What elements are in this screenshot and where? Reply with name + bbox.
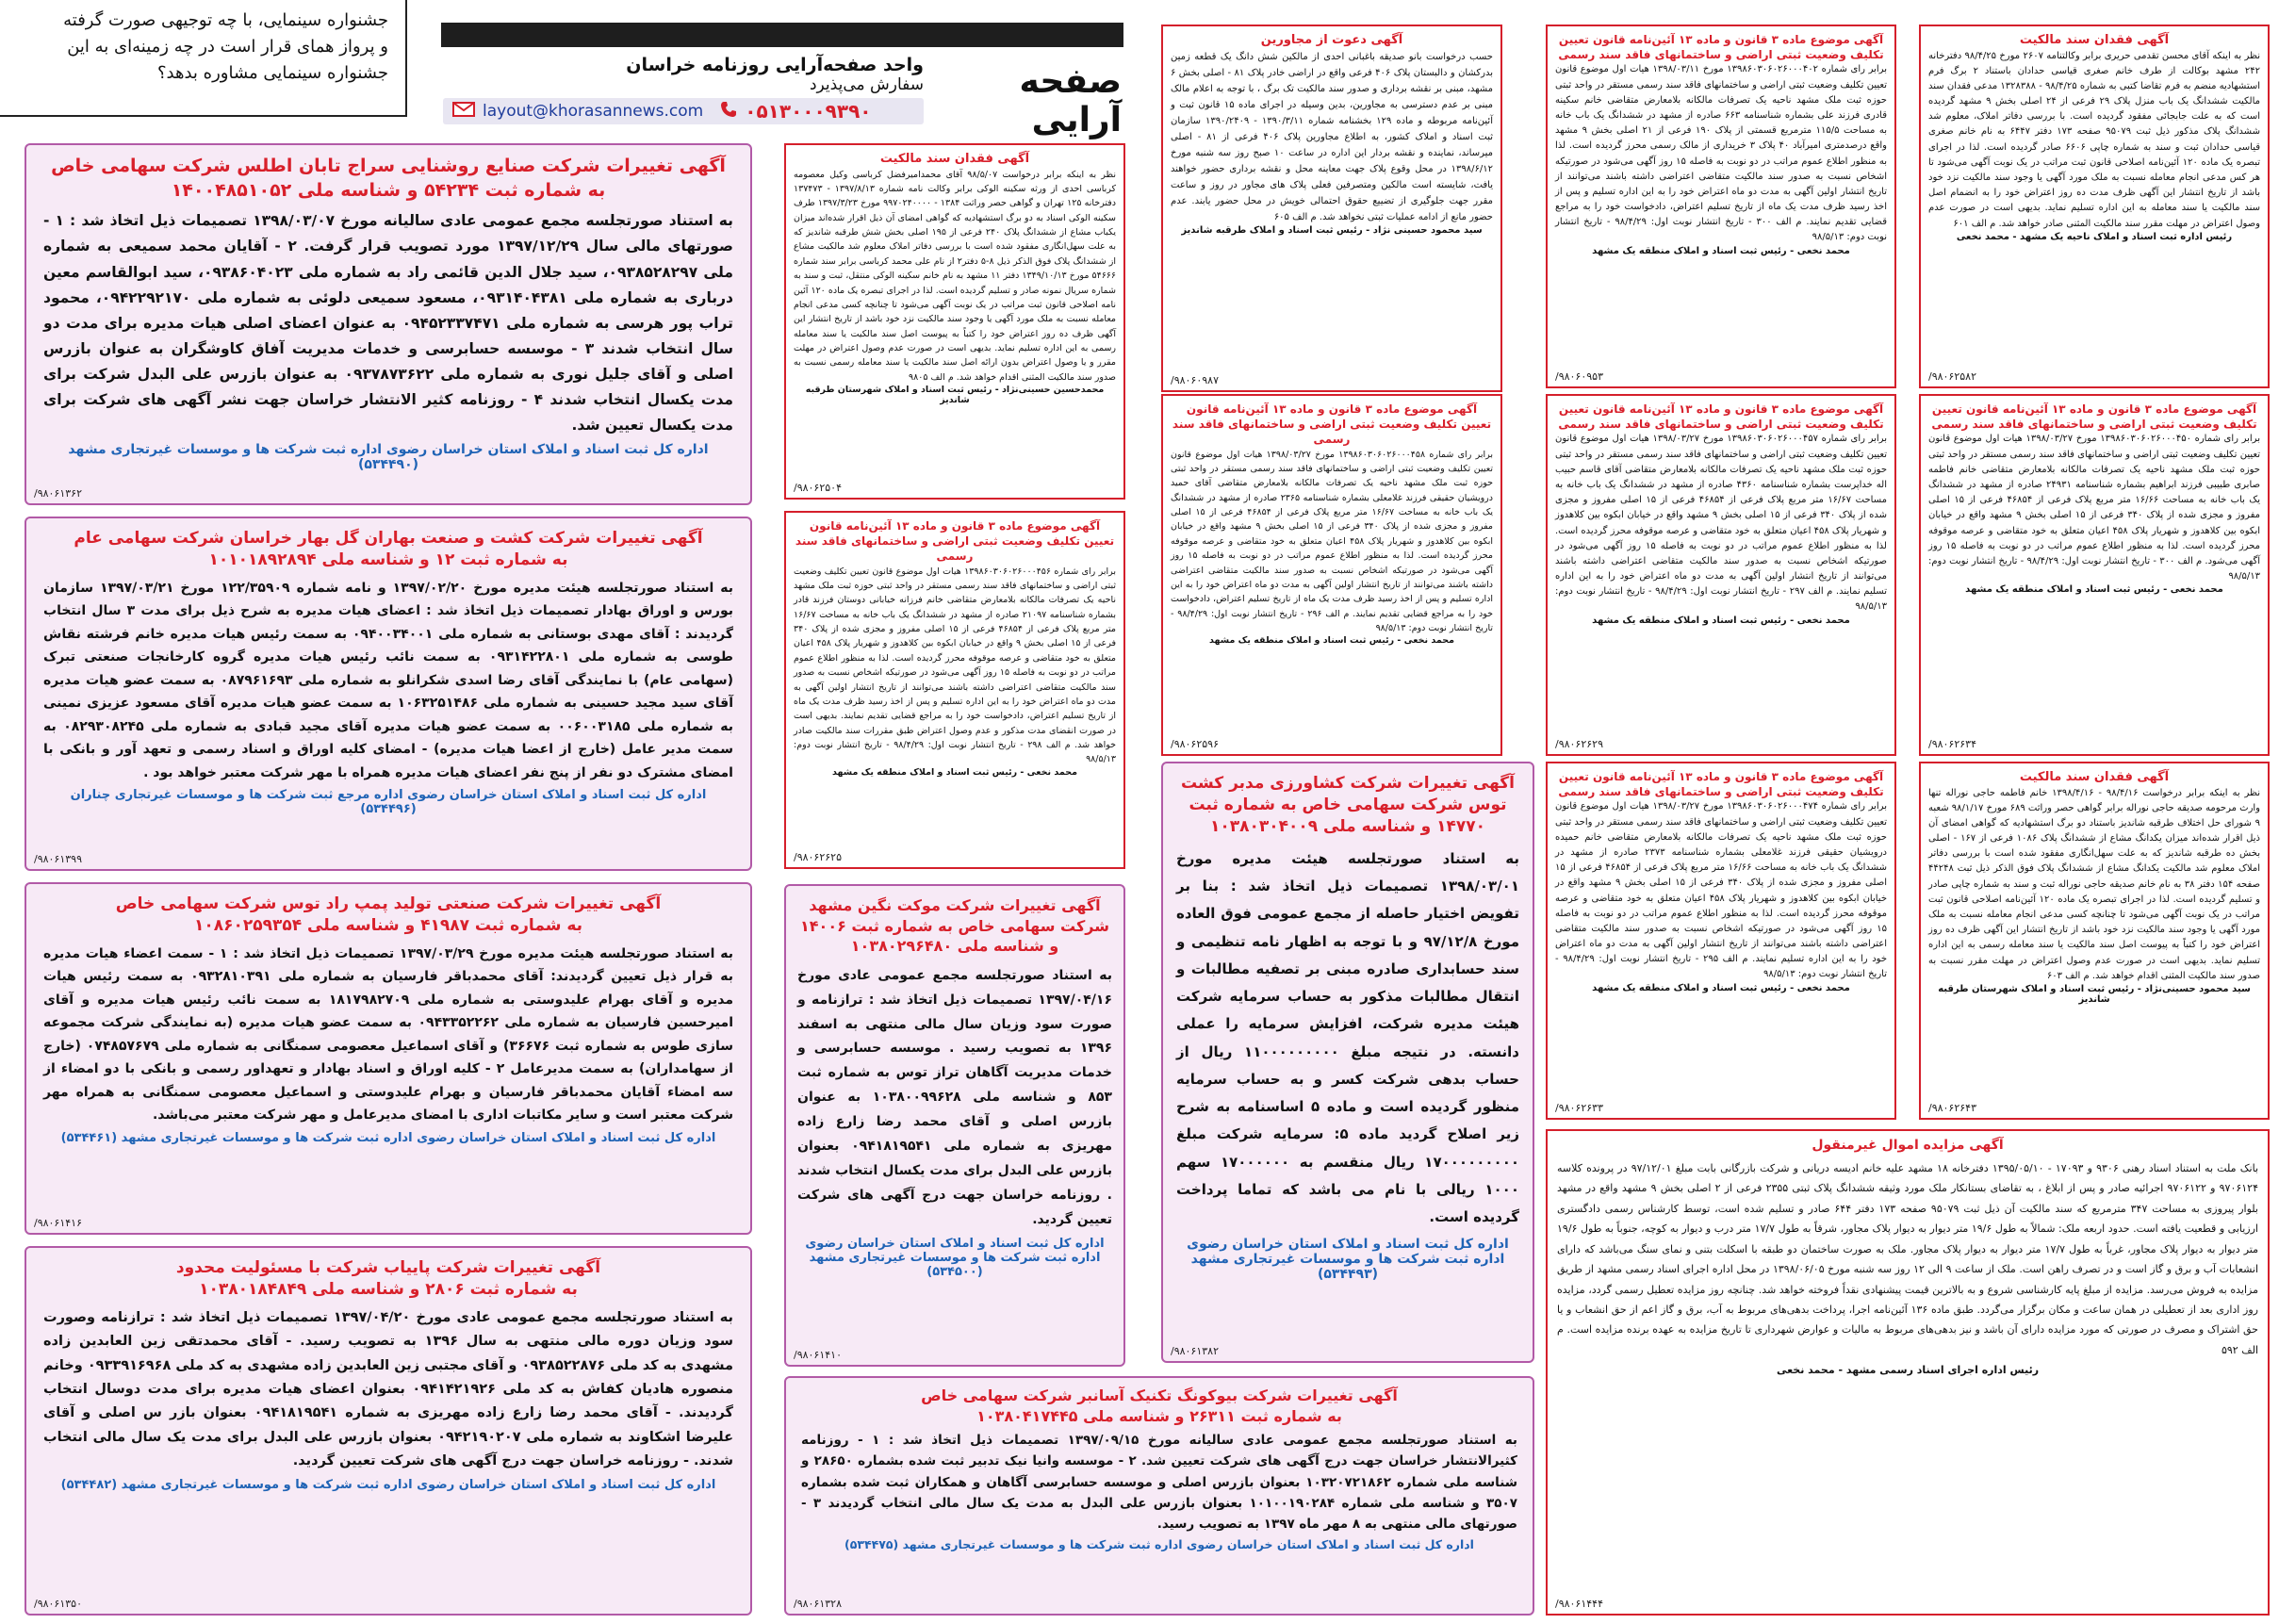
ad-title: آگهی دعوت از مجاورین bbox=[1260, 33, 1403, 47]
ad-body: به استناد صورتجلسه مجمع عمومی عادی مورخ ۱۳۹۷/۰۴/۱۶ تصمیمات ذیل اتخاذ شد : ترازنامه و صورت سود وزیان سال مالی منتهی به اسفند ۱۳۹۶ به تصویب رسید . موسسه حسابرسی و خدمات مدیریت آگاهان تراز توس به شماره ثبت ۸۵۳ و شناسه ملی ۱۰۳۸۰۰۹۹۶۲۸ به عنوان بازرس اصلی و آقای محمد رضا زارع زاده مهریزی به شماره ملی ۰۹۴۱۸۱۹۵۴۱ بعنوان بازرس علی البدل برای مدت یکسال انتخاب شدند . روزنامه خراسان جهت درج آگهی های شرکت تعیین گردید. bbox=[797, 967, 1112, 1227]
corner-question-line: جشنواره سینمایی، با چه توجیهی صورت گرفته bbox=[63, 10, 388, 30]
ad-code: /۹۸۰۶۲۶۳۴ bbox=[1928, 738, 1976, 750]
ad-code: /۹۸۰۶۲۶۳۳ bbox=[1555, 1102, 1603, 1114]
ad-signature: اداره کل ثبت اسناد و املاک استان خراسان رضوی اداره مرجع ثبت شرکت ها و موسسات غیرتجاری چناران (۵۳۴۴۹۶) bbox=[70, 788, 707, 817]
ad-title: آگهی موضوع ماده ۳ قانون و ماده ۱۳ آئین‌نامه قانون تعیین تکلیف وضعیت ثبتی اراضی و ساختمانهای فاقد سند رسمی bbox=[795, 519, 1115, 564]
ad-signature: محمد نخعی - رئیس ثبت اسناد و املاک منطقه یک مشهد bbox=[1592, 982, 1850, 993]
header-email[interactable]: layout@khorasannews.com bbox=[483, 102, 704, 121]
mail-icon bbox=[452, 102, 475, 121]
ad-code: /۹۸۰۶۲۵۹۶ bbox=[1171, 738, 1219, 750]
ad-code: /۹۸۰۶۲۶۲۹ bbox=[1555, 738, 1603, 750]
ad-body: حسب درخواست بانو صدیقه باغبانی احدی از مالکین شش دانگ یک قطعه زمین بدرکشان و دالبستان پلاک ۴۰۶ فرعی واقع در اراضی خادر پلاک ۸۱ - اصلی بخش ۶ مشهد، مبنی بر نقشه برداری و صدور سند مالکیت تک برگ ، با توجه به اعلام مالک مبنی بر عدم دسترسی به مجاورین، بدین وسیله در اجرای ماده ۱۵ قانون ثبت و آئین‌نامه مربوطه و ماده ۱۲۹ بخشنامه شماره ۱۳۹۰/۳/۱۱ - ۱۳۹۰/۲۴۰۹ سازمان ثبت اسناد و املاک کشور، به اطلاع مجاورین پلاک ۴۰۶ فرعی از ۸۱ - اصلی میرساند، نماینده و نقشه بردار این اداره در ساعت ۱۰ صبح روز سه شنبه مورخ ۱۳۹۸/۶/۱۲ در محل وقوع پلاک جهت معاینه محل و نقشه برداری حضور خواهند یافت، شایسته است مالکین ومتصرفین فعلی پلاک های مجاور در روز و ساعت مقرر جهت جلوگیری از تضییع حقوق احتمالی خویش در محل حضور یابند. عدم حضور مانع از ادامه عملیات ثبتی نخواهد شد. م الف ۶۰۵ bbox=[1171, 51, 1494, 222]
ad-subtitle: به شماره ثبت ۴۱۹۸۷ و شناسه ملی ۱۰۸۶۰۲۵۹۳۵۴ bbox=[193, 915, 583, 935]
ad-title: آگهی فقدان سند مالکیت bbox=[2019, 33, 2170, 47]
ad-title: آگهی فقدان سند مالکیت bbox=[2019, 770, 2170, 784]
ad-body: به استناد صورتجلسه هیئت مدیره مورخ ۱۳۹۷/۰۳/۲۹ تصمیمات ذیل اتخاذ شد : ۱ - سمت اعضاء هیات مدیره به قرار ذیل تعیین گردیدند: آقای محمدباقر فارسیان به شماره ملی ۰۹۳۲۸۱۰۳۹۱ به سمت رئیس هیات مدیره و آقای بهرام علیدوستی به شماره ملی ۱۸۱۷۹۸۲۷۰۹ به سمت نائب رئیس هیات مدیره و آقای امیرحسین فارسیان به شماره ملی ۰۹۴۳۳۵۲۲۶۲ به سمت عضو هیات مدیره (به نمایندگی شرکت مجموعه سازی طوس به شماره ثبت ۳۶۶۷۶) و آقای اسماعیل معصومی سمنگانی به شماره ملی ۰۷۴۸۵۷۶۷۹ (خارج از سهامداران) به سمت مدیرعامل ۲ - کلیه اوراق و اسناد بهادار و تعهداور رسمی و بانکی با دو امضاء از سه امضاء آقایان محمدباقر فارسیان و بهرام علیدوستی و اسماعیل معصومی سمنگانی به همراه مهر شرکت معتبر است و سایر مکاتبات اداری با امضای مدیرعامل و مهر شرکت معتبر می‌باشد. bbox=[43, 945, 733, 1124]
ad-code: /۹۸۰۶۱۴۴۴ bbox=[1555, 1598, 1603, 1610]
ad-title: آگهی موضوع ماده ۳ قانون و ماده ۱۳ آئین‌نامه قانون تعیین تکلیف وضعیت ثبتی اراضی و ساختمانهای فاقد سند رسمی bbox=[1172, 402, 1492, 447]
ad-body: برابر رای شماره ۱۳۹۸۶۰۳۰۶۰۲۶۰۰۰۴۰۲ مورخ ۱۳۹۸/۰۳/۱۱ هیات اول موضوع قانون تعیین تکلیف وضعیت ثبتی اراضی و ساختمانهای فاقد سند رسمی مستقر در واحد ثبتی حوزه ثبت ملک مشهد ناحیه یک تصرفات مالکانه بلامعارض متقاضی خانم سکینه قادری فرزند علی بشماره شناسنامه ۶۶۳ صادره از مشهد در ششدانگ یک باب خانه به مساحت ۱۱۵/۵ مترمربع قسمتی از پلاک ۱۹۰ فرعی از ۲۱ اصلی بخش ۹ مشهد واقع درصدمتری امیرآباد ۴۰ پلاک ۳ خریداری از مالک رسمی محرز گردیده است. لذا به منظور اطلاع عموم مراتب در دو نوبت به فاصله ۱۵ روز آگهی می‌شود در صورتیکه اشخاص نسبت به صدور سند مالکیت متقاضی اعتراضی داشته باشند می‌توانند از تاریخ انتشار اولین آگهی به مدت دو ماه اعتراض خود را به این اداره تسلیم و پس از اخذ رسید ظرف مدت یک ماه از تاریخ تسلیم اعتراض، دادخواست خود را به مراجع قضایی تقدیم نمایند. م الف ۳۰۰ - تاریخ انتشار نوبت اول: ۹۸/۴/۲۹ - تاریخ انتشار نوبت دوم: ۹۸/۵/۱۳ bbox=[1555, 64, 1888, 243]
ad-body: نظر به اینکه برابر درخواست ۹۸/۵/۰۷ آقای محمدامیرفضل کرباسی وکیل معصومه کرباسی احدی از ورثه سکینه الوکی برابر وکالت نامه شماره ۱۳۹۷/۸/۱۳ - ۱۳۷۴۷۳ دفترخانه ۱۲۵ تهران و گواهی حصر وراثت ۱۳۸۴ - ۹۹۷۰۲۴۰۰۰۰ مورخ ۱۳۹۷/۳/۲۳ طرف سکینه الوکی اسناد به دو برگ استشهادیه که گواهی امضای آن ذیل اقرار شده‌اند میزان یکباب مشاع از ششدانگ پلاک ۲۴۰ فرعی از ۱۹۵ اصلی بخش شش طرقبه شاندیز که به علت سهل‌انگاری مفقود شده است با بررسی دفاتر املاک معلوم شد مالکیت مشاع از ششدانگ پلاک فوق الذکر ذیل ۸-۵ دفتر۲ از نام علی محمد کرباسی برابر سند شماره ۵۴۶۶۶ مورخ ۱۳۴۹/۱۰/۱۳ دفتر ۱۱ مشهد به نام خانم سکینه الوکی منتقل، ثبت و سند به شماره سریال نمونه صادر و تسلیم گردیده است. لذا در اجرای تبصره یک ماده ۱۲۰ آئین نامه اصلاحی قانون ثبت مراتب در یک نوبت آگهی می‌شود تا چنانچه کسی مدعی انجام معامله نسبت به ملک مورد آگهی یا وجود سند مالکیت نزد خود باشد از تاریخ انتشار این آگهی ظرف ده روز اعتراض خود را کتباً به پیوست اصل سند مالکیت یا سند معامله رسمی به این اداره تسلیم نماید. بدیهی است در صورت عدم وصول اعتراض در مهلت مقرر و یا وصول اعتراض بدون ارائه اصل سند مالکیت یا سند معامله رسمی نسبت به صدور سند مالکیت المثنی اقدام خواهد شد. م الف ۹۸۰۵ bbox=[794, 169, 1117, 383]
ad-body: برابر رای شماره ۱۳۹۸۶۰۳۰۶۰۲۶۰۰۰۴۷۴ مورخ ۱۳۹۸/۰۳/۲۷ هیات اول موضوع قانون تعیین تکلیف وضعیت ثبتی اراضی و ساختمانهای فاقد سند رسمی مستقر در واحد ثبتی حوزه ثبت ملک مشهد ناحیه یک تصرفات مالکانه بلامعارض متقاضی خانم حمیده درویشیان حقیقی فرزند غلامعلی بشماره شناسنامه ۲۳۷۳ صادره از مشهد در ششدانگ یک باب خانه به مساحت ۱۶/۶۶ متر مربع پلاک فرعی از ۴۶۸۵۴ فرعی از ۱۵ اصلی مفروز و مجزی شده از پلاک ۳۴۰ فرعی از ۱۵ اصلی بخش ۹ مشهد واقع در خیابان ابکوه بین کلاهدوز و شهریار پلاک ۴۵۸ اعیان متعلق به خود متقاضی و عرصه موقوفه محرز گردیده است. لذا به منظور اطلاع عموم مراتب در دو نوبت به فاصله ۱۵ روز آگهی می‌شود در صورتیکه اشخاص نسبت به صدور سند مالکیت متقاضی اعتراضی داشته باشند می‌توانند از تاریخ انتشار اولین آگهی به مدت دو ماه اعتراض خود را به این اداره تسلیم نمایند. م الف ۲۹۵ - تاریخ انتشار نوبت اول: ۹۸/۴/۲۹ - تاریخ انتشار نوبت دوم: ۹۸/۵/۱۳ bbox=[1555, 801, 1888, 980]
ad-body: نظر به اینکه آقای محسن تقدمی حریری برابر وکالتنامه ۲۶۰۷ مورخ ۹۸/۴/۲۵ دفترخانه ۲۴۲ مشهد بوکالت از طرف خانم صغری قیاسی حدادان باستناد ۲ برگ فرم استشهادیه منضم به فرم تقاضا کتبی به شماره ۹۸/۴/۲۵ - ۱۳۲۸۳۸۸ مدعی فقدان سند مالکیت ششدانگ یک باب منزل پلاک ۲۹ فرعی از ۲۴ اصلی بخش ۹ مشهد گردیده است که به علت جابجائی مفقود گردیده است. با بررسی دفاتر املاک، معلوم شد ششدانگ پلاک مذکور ذیل ثبت ۹۵۰۷۹ صفحه ۱۷۳ دفتر ۶۴۴۷ به نام خانم صغری قیاسی حدادان ثبت و سند به شماره چاپی ۶۶۰۶ صادر گردیده است. لذا در اجرای تبصره یک ماده ۱۲۰ آئین‌نامه اصلاحی قانون ثبت مراتب در یک نوبت آگهی می‌شود تا هر کس مدعی انجام معامله نسبت به ملک مورد آگهی یا وجود سند مالکیت نزد خود باشد از تاریخ انتشار این آگهی ظرف مدت ده روز اعتراض خود را به انضمام اصل سند مالکیت یا سند معامله به این اداره تسلیم نماید. بدیهی است در صورت عدم وصول اعتراض در مهلت مقرر سند مالکیت المثنی صادر خواهد شد. م الف ۶۰۱ bbox=[1928, 50, 2261, 229]
ad-law-center bbox=[1161, 394, 1502, 756]
ad-code: /۹۸۰۶۰۹۵۳ bbox=[1555, 370, 1603, 383]
ad-body: به استناد صورتجلسه مجمع عمومی عادی سالیانه مورخ ۱۳۹۷/۰۹/۱۵ تصمیمات ذیل اتخاذ شد : ۱ - روزنامه کثیرالانتشار خراسان جهت درج آگهی های شرکت تعیین شد. ۲ - موسسه وانیا نیک تدبیر ثبت شده بشماره ۲۸۶۵۰ و شناسه ملی شماره ۱۰۳۲۰۷۲۱۸۶۲ بعنوان بازرس اصلی و موسسه حسابرسی آگاهان و همکاران ثبت شده بشماره ۳۵۰۷ و شناسه ملی شماره ۱۰۱۰۰۱۹۰۲۸۴ بعنوان بازرس علی البدل به مدت یک سال مالی انتخاب گردیدند ۳ - صورتهای مالی منتهی به ۸ مهر ماه ۱۳۹۷ به تصویب رسید. bbox=[801, 1433, 1518, 1533]
ad-code: /۹۸۰۶۲۶۲۵ bbox=[794, 851, 842, 863]
ad-signature: اداره کل ثبت اسناد و املاک استان خراسان رضوی اداره ثبت شرکت ها و موسسات غیرتجاری مشهد (۵۳۴۵۰۰) bbox=[805, 1236, 1105, 1279]
ad-body: نظر به اینکه برابر درخواست ۹۸/۴/۱۶ - ۱۳۹۸/۴/۱۶ خانم فاطمه حاجی نوراله تنها وارث مرحومه صدیقه حاجی نوراله برابر گواهی حصر وراثت ۶۸۹ مورخ ۹۸/۱/۱۷ شعبه ۹ شورای حل اختلاف طرقبه شاندیز باستناد دو برگ استشهادیه که گواهی امضای آن ذیل اقرار شده‌اند میزان یکدانگ مشاع از ششدانگ پلاک ۱۰۸۶ فرعی از ۱۶۷ - اصلی بخش ده طرقبه شاندیز که به علت سهل‌انگاری مفقود شده است با بررسی دفاتر املاک معلوم شد مالکیت یکدانگ مشاع از ششدانگ پلاک فوق الذکر ذیل ثبت ۴۴۲۴۸ صفحه ۱۵۴ دفتر ۳۸ به نام خانم صدیقه حاجی نوراله ثبت و سند به شماره چاپی صادر و تسلیم گردیده است. لذا در اجرای تبصره یک ماده ۱۲۰ آئین‌نامه اصلاحی قانون ثبت مراتب در یک نوبت آگهی می‌شود تا چنانچه کسی مدعی انجام معامله نسبت به ملک مورد آگهی یا وجود سند مالکیت نزد خود باشد از تاریخ انتشار این آگهی ظرف ده روز اعتراض خود را کتباً به پیوست اصل سند مالکیت یا سند معامله رسمی به این اداره تسلیم نماید. بدیهی است در صورت عدم وصول اعتراض در مهلت مقرر نسبت به صدور سند مالکیت المثنی اقدام خواهد شد. م الف ۶۰۳ bbox=[1928, 787, 2260, 981]
ad-code: /۹۸۰۶۲۵۰۴ bbox=[794, 482, 842, 494]
ad-code: /۹۸۰۶۲۵۸۲ bbox=[1928, 370, 1976, 383]
ad-signature: محمد نخعی - رئیس ثبت اسناد و املاک منطقه یک مشهد bbox=[832, 766, 1077, 778]
ad-title: آگهی تغییرات شرکت بیوکونگ تکنیک آسانبر شرکت سهامی خاص bbox=[921, 1386, 1398, 1404]
ad-body: به استناد صورتجلسه هیئت مدیره مورخ ۱۳۹۸/۰۳/۰۱ تصمیمات ذیل اتخاذ شد : بنا بر تفویض اختیار حاصله از مجمع عمومی فوق العاده مورخ ۹۷/۱۲/۸ و با توجه به اظهار نامه تنظیمی و سند حسابداری صادره مبنی بر تصفیه مطالبات و انتقال مطالبات مذکور به حساب سرمایه شرکت هیئت مدیره شرکت، افزایش سرمایه را عملی دانسته. در نتیجه مبلغ ۱۱۰۰۰۰۰۰۰۰۰ ریال از حساب بدهی شرکت کسر و به حساب سرمایه منظور گردیده است و ماده ۵ اساسنامه به شرح زیر اصلاح گردید ماده ۵: سرمایه شرکت مبلغ ۱۷۰۰۰۰۰۰۰۰۰ ریال منقسم به ۱۷۰۰۰۰۰۰ سهم ۱۰۰۰ ریالی با نام می باشد که تماما پرداخت گردیده است. bbox=[1176, 849, 1520, 1226]
ad-subtitle: به شماره ثبت ۵۴۲۳۴ و شناسه ملی ۱۴۰۰۴۸۵۱۰۵۲ bbox=[171, 179, 606, 201]
ad-title: آگهی مزایده اموال غیرمنقول bbox=[1812, 1138, 2004, 1153]
header-phone[interactable]: ۰۵۱۳۰۰۰۹۳۹۰ bbox=[745, 100, 872, 123]
ad-title: آگهی تغییرات شرکت صنعتی تولید پمپ راد توس شرکت سهامی خاص bbox=[115, 894, 662, 913]
ad-law-middle bbox=[784, 511, 1125, 869]
ad-subtitle: به شماره ثبت ۲۶۳۱۱ و شناسه ملی ۱۰۳۸۰۴۱۷۴۴۵ bbox=[976, 1406, 1342, 1425]
ad-body: برابر رای شماره ۱۳۹۸۶۰۳۰۶۰۲۶۰۰۰۴۵۸ مورخ ۱۳۹۸/۰۳/۲۷ هیات اول موضوع قانون تعیین تکلیف وضعیت ثبتی اراضی و ساختمانهای فاقد سند رسمی مستقر در واحد ثبتی حوزه ثبت ملک مشهد ناحیه یک تصرفات مالکانه بلامعارض متقاضی آقای حمید درویشیان حقیقی فرزند غلامعلی بشماره شناسنامه ۲۳۶۵ صادره از مشهد در ششدانگ یک باب خانه به مساحت ۱۶/۶۷ متر مربع پلاک فرعی از ۴۶۸۵۴ فرعی از ۱۵ اصلی مفروز و مجزی شده از پلاک ۳۴۰ فرعی از ۱۵ اصلی بخش ۹ مشهد واقع در خیابان ابکوه بین کلاهدوز و شهریار پلاک ۴۵۸ اعیان متعلق به خود متقاضی و عرصه موقوفه محرز گردیده است. لذا به منظور اطلاع عموم مراتب در دو نوبت به فاصله ۱۵ روز آگهی می‌شود در صورتیکه اشخاص نسبت به صدور سند مالکیت متقاضی اعتراضی داشته باشند می‌توانند از تاریخ انتشار اولین آگهی به مدت دو ماه اعتراض خود را به این اداره تسلیم و پس از اخذ رسید ظرف مدت یک ماه از تاریخ تسلیم اعتراض، دادخواست خود را به مراجع قضایی تقدیم نمایند. م الف ۲۹۶ - تاریخ انتشار نوبت اول: ۹۸/۴/۲۹ - تاریخ انتشار نوبت دوم: ۹۸/۵/۱۳ bbox=[1171, 449, 1494, 634]
ad-signature: رئیس اداره اجرای اسناد رسمی مشهد - محمد نخعی bbox=[1776, 1364, 2040, 1377]
ad-law-low bbox=[1546, 762, 1896, 1120]
ad-title: آگهی تغییرات شرکت پاییاب شرکت با مسئولیت محدود bbox=[175, 1258, 601, 1277]
ad-rad-toos bbox=[25, 882, 752, 1235]
ad-law-top bbox=[1546, 25, 1896, 388]
ad-title: آگهی فقدان سند مالکیت bbox=[879, 152, 1030, 166]
ad-loss-right-top bbox=[1919, 25, 2270, 388]
ad-title: آگهی تغییرات شرکت کشاورزی مدبر کشت توس شرکت سهامی خاص به شماره ثبت ۱۴۷۷۰ و شناسه ملی ۱۰۳۸۰۳۰۴۰۰۹ bbox=[1180, 774, 1516, 836]
ad-signature: سید محمود حسینی نژاد - رئیس ثبت اسناد و املاک طرقبه شاندیز bbox=[1181, 224, 1483, 236]
ad-code: /۹۸۰۶۲۶۴۳ bbox=[1928, 1102, 1976, 1114]
ad-code: /۹۸۰۶۱۳۲۸ bbox=[794, 1598, 842, 1610]
ad-title: آگهی موضوع ماده ۳ قانون و ماده ۱۳ آئین‌نامه قانون تعیین تکلیف وضعیت ثبتی اراضی و ساختمانهای فاقد سند رسمی bbox=[1931, 402, 2257, 432]
ad-loss-right-bottom bbox=[1919, 762, 2270, 1120]
ad-golbahar bbox=[25, 517, 752, 871]
ad-code: /۹۸۰۶۱۳۹۹ bbox=[34, 853, 82, 865]
ad-title: آگهی تغییرات شرکت کشت و صنعت بهاران گل بهار خراسان شرکت سهامی عام bbox=[74, 529, 703, 548]
ad-bio bbox=[784, 1376, 1534, 1616]
ad-body: به استناد صورتجلسه مجمع عمومی عادی سالیانه مورخ ۱۳۹۸/۰۳/۰۷ تصمیمات ذیل اتخاذ شد : ۱ - صورتهای مالی سال ۱۳۹۷/۱۲/۲۹ مورد تصویب قرار گرفت. ۲ - آقایان محمد سمیعی به شماره ملی ۰۹۳۸۵۲۸۲۹۷، سید جلال الدین قائمی راد به شماره ملی ۰۹۳۸۶۰۴۰۲۳، سید ابوالقاسم معین درباری به شماره ملی ۰۹۳۱۴۰۴۳۸۱، مسعود سمیعی دلوئی به شماره ملی ۰۹۴۲۲۹۲۱۷۰، محمود تراب پور هرسی به شماره ملی ۰۹۴۵۲۳۳۷۴۷۱ به عنوان اعضای اصلی هیات مدیره برای مدت دو سال انتخاب شدند ۳ - موسسه حسابرسی و خدمات مدیریت آفاق کاوشگران به عنوان بازرس اصلی و آقای جلیل نوری به شماره ملی ۰۹۳۷۸۷۳۶۲۲ به عنوان بازرس علی البدل شرکت برای مدت یکسال انتخاب شدند ۴ - روزنامه کثیر الانتشار خراسان جهت نشر آگهی های شرکت برای مدت یکسال تعیین شد. bbox=[43, 212, 734, 435]
header-title: صفحه آرایی bbox=[1019, 62, 1122, 139]
ad-signature: محمد نخعی - رئیس ثبت اسناد و املاک منطقه یک مشهد bbox=[1965, 584, 2223, 596]
ad-loss-middle bbox=[784, 143, 1125, 500]
ad-payab bbox=[25, 1246, 752, 1616]
ad-title: آگهی موضوع ماده ۳ قانون و ماده ۱۳ آئین‌نامه قانون تعیین تکلیف وضعیت ثبتی اراضی و ساختمانهای فاقد سند رسمی bbox=[1558, 402, 1884, 432]
ad-signature: محمد نخعی - رئیس ثبت اسناد و املاک منطقه یک مشهد bbox=[1209, 635, 1454, 647]
ad-body: برابر رای شماره ۱۳۹۸۶۰۳۰۶۰۲۶۰۰۰۴۵۶ هیات اول موضوع قانون تعیین تکلیف وضعیت ثبتی اراضی و ساختمانهای فاقد سند رسمی مستقر در واحد ثبتی حوزه ثبت ملک مشهد ناحیه یک تصرفات مالکانه بلامعارض متقاضی خانم فرزانه خیابانی دوستان فرزند قادر بشماره شناسنامه ۲۱۰۹۷ صادره از مشهد در ششدانگ یک باب خانه به مساحت ۱۶/۶۷ متر مربع پلاک فرعی از ۴۶۸۵۴ فرعی از ۱۵ اصلی مفروز و مجزی شده از پلاک ۳۴۰ فرعی از ۱۵ اصلی بخش ۹ واقع در خیابان ابکوه بین کلاهدوز و شهریار پلاک ۴۵۸ اعیان متعلق به خود متقاضی و عرصه موقوفه محرز گردیده است. لذا به منظور اطلاع عموم مراتب در دو نوبت به فاصله ۱۵ روز آگهی می‌شود در صورتیکه اشخاص نسبت به صدور سند مالکیت متقاضی اعتراضی داشته باشند می‌توانند از تاریخ انتشار اولین آگهی به مدت دو ماه اعتراض خود را به این اداره تسلیم و پس از اخذ رسید ظرف مدت یک ماه از تاریخ تسلیم اعتراض، دادخواست خود را به مراجع قضایی تقدیم نمایند. بدیهی است در صورت انقضای مدت مذکور و عدم وصول اعتراض طبق مقررات سند مالکیت صادر خواهد شد. م الف ۲۹۸ - تاریخ انتشار نوبت اول: ۹۸/۴/۲۹ - تاریخ انتشار نوبت دوم: ۹۸/۵/۱۳ bbox=[794, 566, 1117, 765]
ad-keshavarzi bbox=[1161, 762, 1534, 1363]
ad-code: /۹۸۰۶۱۴۱۰ bbox=[794, 1349, 842, 1361]
ad-signature: محمدحسین حسینی‌نژاد - رئیس ثبت اسناد و املاک شهرستان طرقبه شاندیز bbox=[805, 385, 1105, 406]
ad-body: برابر رای شماره ۱۳۹۸۶۰۳۰۶۰۲۶۰۰۰۴۵۰ مورخ ۱۳۹۸/۰۳/۲۷ هیات اول موضوع قانون تعیین تکلیف وضعیت ثبتی اراضی و ساختمانهای فاقد سند رسمی مستقر در واحد ثبتی حوزه ثبت ملک مشهد ناحیه یک تصرفات مالکانه بلامعارض متقاضی خانم فاطمه صابری طبیبی فرزند ابراهیم بشماره شناسنامه ۲۴۹۳۱ صادره از مشهد در ششدانگ یک باب خانه به مساحت ۱۶/۶۶ متر مربع پلاک فرعی از ۴۶۸۵۴ فرعی از ۱۵ اصلی مفروز و مجزی شده از پلاک ۳۴۰ فرعی از ۱۵ اصلی بخش ۹ مشهد واقع در خیابان ابکوه بین کلاهدوز و شهریار پلاک ۴۵۸ اعیان متعلق به خود متقاضی و عرصه موقوفه محرز گردیده است. لذا به منظور اطلاع عموم مراتب در دو نوبت به فاصله ۱۵ روز آگهی می‌شود. م الف ۳۰۰ - تاریخ انتشار نوبت اول: ۹۸/۴/۲۹ - تاریخ انتشار نوبت دوم: ۹۸/۵/۱۳ bbox=[1928, 434, 2261, 582]
ad-subtitle: به شماره ثبت ۲۸۰۶ و شناسه ملی ۱۰۳۸۰۱۸۴۸۴۹ bbox=[199, 1279, 578, 1299]
ad-signature: اداره کل ثبت اسناد و املاک استان خراسان رضوی اداره ثبت شرکت ها و موسسات غیرتجاری مشهد (۵۳۴۴۹۰) bbox=[68, 442, 709, 473]
ad-code: /۹۸۰۶۰۹۸۷ bbox=[1171, 374, 1219, 386]
ad-title: آگهی تغییرات شرکت صنایع روشنایی سراج تابان اطلس شرکت سهامی خاص bbox=[51, 156, 726, 176]
ad-signature: رئیس اداره ثبت اسناد و املاک ناحیه یک مشهد - محمد نخعی bbox=[1956, 231, 2233, 242]
ad-signature: محمد نخعی - رئیس ثبت اسناد و املاک منطقه یک مشهد bbox=[1592, 615, 1850, 626]
ad-body: به استناد صورتجلسه مجمع عمومی عادی مورخ ۱۳۹۷/۰۴/۲۰ تصمیمات ذیل اتخاذ شد : ترازنامه وصورت سود وزیان دوره مالی منتهی به سال ۱۳۹۶ به تصویب رسید. - آقای محمدتقی زین العابدین زاده مشهدی به کد ملی ۰۹۳۸۵۲۲۸۷۶ و آقای مجتبی زین العابدین زاده مشهدی به کد ملی ۰۹۳۳۹۱۶۹۶۸ وخانم منصوره هادیان کفاش به کد ملی ۰۹۴۱۴۲۱۹۲۶ بعنوان اعضای هیات مدیره برای مدت دوسال انتخاب گردیدند. - آقای محمد رضا زارع زاده مهریزی به شماره ۰۹۴۱۸۱۹۵۴۱ بعنوان بازر س اصلی و آقای علیرضا اشکاوند به شماره ملی ۰۹۴۲۱۹۰۲۰۷ بعنوان بازرس علی البدل برای مدت یک سال مالی انتخاب شدند. - روزنامه خراسان جهت درج آگهی های شرکت تعیین گردید. bbox=[43, 1309, 733, 1469]
ad-body: برابر رای شماره ۱۳۹۸۶۰۳۰۶۰۲۶۰۰۰۴۵۷ مورخ ۱۳۹۸/۰۳/۲۷ هیات اول موضوع قانون تعیین تکلیف وضعیت ثبتی اراضی و ساختمانهای فاقد سند رسمی مستقر در واحد ثبتی حوزه ثبت ملک مشهد ناحیه یک تصرفات مالکانه بلامعارض متقاضی آقای قاسم حبیب اله خداپرست بشماره شناسنامه ۴۳۶۰ صادره از مشهد در ششدانگ یک باب خانه به مساحت ۱۶/۶۷ متر مربع پلاک فرعی از ۴۶۸۵۴ فرعی از ۱۵ اصلی مفروز و مجزی شده از پلاک ۳۴۰ فرعی از ۱۵ اصلی بخش ۹ مشهد واقع در خیابان ابکوه بین کلاهدوز و شهریار پلاک ۴۵۸ اعیان متعلق به خود متقاضی و عرصه موقوفه محرز گردیده است. لذا به منظور اطلاع عموم مراتب در دو نوبت به فاصله ۱۵ روز آگهی می‌شود در صورتیکه اشخاص نسبت به صدور سند مالکیت متقاضی اعتراضی داشته باشند می‌توانند از تاریخ انتشار اولین آگهی به مدت دو ماه اعتراض خود را به این اداره تسلیم نمایند. م الف ۲۹۷ - تاریخ انتشار نوبت اول: ۹۸/۴/۲۹ - تاریخ انتشار نوبت دوم: ۹۸/۵/۱۳ bbox=[1555, 434, 1888, 613]
corner-question-line: جشنواره سینمایی مشاوره بدهد؟ bbox=[156, 62, 388, 83]
ad-signature: اداره کل ثبت اسناد و املاک استان خراسان رضوی اداره ثبت شرکت ها و موسسات غیرتجاری مشهد (۵۳۴۴۹۳) bbox=[1187, 1237, 1509, 1283]
ad-body: بانک ملت به استناد اسناد رهنی ۹۳۰۶ و ۱۷۰۹۳ - ۱۳۹۵/۰۵/۱۰ دفترخانه ۱۸ مشهد علیه خانم ادیسه دریانی و شرکت بازرگانی بابت مبلغ ۹۷/۱۲/۰۱ در پرونده کلاسه ۹۷۰۶۱۲۴ و ۹۷۰۶۱۲۲ اجرائیه صادر و پس از ابلاغ ، به تقاضای بستانکار ملک مورد وثیقه ششدانگ پلاک ثبتی ۲۳۵۵ فرعی از ۲ اصلی بخش ۹ مشهد واقع در مشهد بلوار پیروزی به مساحت ۳۴۷ مترمربع که سند مالکیت آن ذیل ثبت ۹۵۰۷۹ صفحه ۱۷۳ دفتر ۶۴۴ صادر و تسلیم شده است، توسط کارشناس رسمی دادگستری ارزیابی و قطعیت یافته است. حدود اربعه ملک: شمالاً به طول ۱۹/۶ متر دیوار به دیوار پلاک مجاور، شرقاً به طول ۱۷/۷ متر درب و دیوار به کوچه، جنوباً به طول ۱۹/۶ متر دیوار به دیوار پلاک مجاور، غرباً به طول ۱۷/۷ متر دیوار به دیوار پلاک مجاور. ملک به صورت ساختمان دو طبقه با اسکلت بتنی و نمای سنگ می‌باشد که دارای انشعابات آب و برق و گاز است و در تصرف راهن است. ملک از ساعت ۹ الی ۱۲ روز سه شنبه مورخ ۱۳۹۸/۰۶/۰۵ در محل اداره اجرای اسناد رسمی مشهد از طریق مزایده به فروش می‌رسد. مزایده از مبلغ پایه کارشناسی شروع و به بالاترین قیمت پیشنهادی نقداً فروخته خواهد شد. چنانچه روز مزایده تعطیل رسمی گردد، مزایده روز اداری بعد از تعطیلی در همان ساعت و مکان برگزار می‌گردد. طبق ماده ۱۳۶ آئین‌نامه اجرا، پرداخت بدهی‌های مربوط به آب، برق و گاز اعم از حق انشعاب و یا حق اشتراک و مصرف در صورتی که مورد مزایده دارای آن باشد و نیز بدهی‌های مربوط به مالیات و عوارض شهرداری تا تاریخ مزایده به عهده برنده مزایده است. م الف ۵۹۲ bbox=[1557, 1161, 2259, 1356]
ad-signature: اداره کل ثبت اسناد و املاک استان خراسان رضوی اداره ثبت شرکت ها و موسسات غیرتجاری مشهد (۵۳۴۴۷۵) bbox=[844, 1536, 1474, 1551]
ad-code: /۹۸۰۶۱۳۶۲ bbox=[34, 487, 82, 500]
ad-code: /۹۸۰۶۱۳۸۲ bbox=[1171, 1345, 1219, 1357]
ad-title: آگهی موضوع ماده ۳ قانون و ماده ۱۳ آئین‌نامه قانون تعیین تکلیف وضعیت ثبتی اراضی و ساختمانهای فاقد سند رسمی bbox=[1558, 33, 1884, 62]
ad-code: /۹۸۰۶۱۳۵۰ bbox=[34, 1598, 82, 1610]
ad-signature: اداره کل ثبت اسناد و املاک استان خراسان رضوی اداره ثبت شرکت ها و موسسات غیرتجاری مشهد (۵۳۴۴۸۲) bbox=[60, 1477, 716, 1492]
ad-title: آگهی تغییرات شرکت موکت نگین مشهد شرکت سهامی خاص به شماره ثبت ۱۴۰۰۶ و شناسه ملی ۱۰۳۸۰۲۹۶۴۸۰ bbox=[800, 896, 1109, 956]
header-department: واحد صفحه‌آرایی روزنامه خراسان bbox=[626, 55, 924, 75]
ad-signature: محمد نخعی - رئیس ثبت اسناد و املاک منطقه یک مشهد bbox=[1592, 245, 1850, 256]
ad-signature: سید محمود حسینی‌نژاد - رئیس ثبت اسناد و املاک شهرستان طرقبه شاندیز bbox=[1938, 983, 2251, 1005]
ad-law-right bbox=[1919, 394, 2270, 756]
ad-subtitle: به شماره ثبت ۱۲ و شناسه ملی ۱۰۱۰۱۸۹۲۸۹۴ bbox=[208, 550, 568, 569]
ad-code: /۹۸۰۶۱۴۱۶ bbox=[34, 1217, 82, 1229]
header-black-bar bbox=[441, 23, 1123, 47]
header-contact-bar bbox=[443, 98, 924, 124]
ad-negin bbox=[784, 884, 1125, 1367]
corner-question-box bbox=[0, 0, 407, 117]
header-accept: سفارش می‌پذیرد bbox=[809, 75, 924, 94]
ad-auction bbox=[1546, 1129, 2270, 1616]
ad-invite-neighbors bbox=[1161, 25, 1502, 392]
corner-question-line: و پرواز همای قرار است در چه زمینه‌ای به این bbox=[67, 36, 388, 57]
ad-sarraj-atlas bbox=[25, 143, 752, 505]
ad-signature: اداره کل ثبت اسناد و املاک استان خراسان رضوی اداره ثبت شرکت ها و موسسات غیرتجاری مشهد (۵۳۴۴۶۱) bbox=[60, 1130, 716, 1145]
ad-body: به استناد صورتجلسه هیئت مدیره مورخ ۱۳۹۷/۰۲/۲۰ و نامه شماره ۱۲۲/۳۵۹۰۹ مورخ ۱۳۹۷/۰۳/۲۱ سازمان بورس و اوراق بهادار تصمیمات ذیل اتخاذ شد : اعضای هیات مدیره به شرح ذیل برای مدت ۳ سال انتخاب گردیدند : آقای مهدی بوستانی به شماره ملی ۰۹۴۰۰۳۴۰۰۱ به سمت رئیس هیات مدیره خانم فرشته نقاش طوسی به شماره ملی ۰۹۳۱۴۲۲۸۰۱ به سمت نائب رئیس هیات مدیره گروه کارخانجات صنعتی تبرک (سهامی عام) با نمایندگی آقای رضا اسدی شکرانلو به شماره ملی ۰۸۷۹۶۱۶۹۳ به سمت عضو هیات مدیره آقای سید مجید حسینی به شماره ملی ۱۰۶۳۲۵۱۴۸۶ به سمت عضو هیات مدیره آقای مسعود عزیزی نمینی به شماره ملی ۰۰۶۰۰۳۱۸۵ به سمت عضو هیات مدیره آقای مجید قبادی به شماره ملی ۰۸۲۹۳۰۸۲۴۵ به سمت مدیر عامل (خارج از اعضا هیات مدیره) - امضای کلیه اوراق و اسناد رسمی و تعهد آور و بانکی با امضای مشترک دو نفر از پنج نفر اعضای هیات مدیره همراه با مهر شرکت معتبر خواهد بود . bbox=[43, 580, 734, 780]
phone-icon bbox=[720, 101, 737, 122]
ad-law-mid bbox=[1546, 394, 1896, 756]
ad-title: آگهی موضوع ماده ۳ قانون و ماده ۱۳ آئین‌نامه قانون تعیین تکلیف وضعیت ثبتی اراضی و ساختمانهای فاقد سند رسمی bbox=[1558, 770, 1884, 799]
